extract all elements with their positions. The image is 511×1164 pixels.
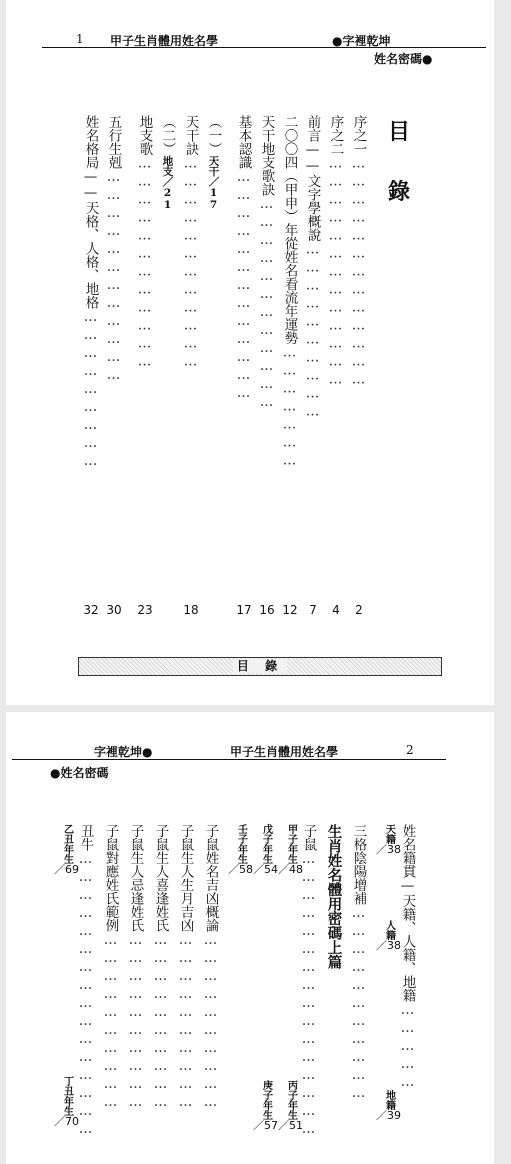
toc-entry[interactable]: 序之一………………………………… (350, 115, 367, 390)
toc-title-char-1: 目 (388, 119, 411, 145)
toc-page-num: 16 (259, 603, 275, 617)
toc-page-2 (6, 712, 494, 1164)
toc-entry[interactable]: 前言——文字學概說………………………… (304, 115, 321, 422)
toc-page-num: 2 (355, 603, 363, 617)
book-title: 甲子生肖體用姓名學 (110, 34, 219, 48)
toc-page-num: 4 (332, 603, 340, 617)
series-title: 字裡乾坤● (94, 745, 153, 759)
toc-sub-entry[interactable]: 庚子年生／57 (253, 1080, 278, 1132)
toc-sub-entry[interactable]: 丙子年生／51 (278, 1080, 303, 1132)
page-number: 1 (76, 32, 84, 46)
toc-sub-entry[interactable]: 甲子年生／48 (278, 824, 303, 876)
page-number: 2 (406, 743, 414, 757)
book-title: 甲子生肖體用姓名學 (230, 745, 339, 759)
toc-page-1 (6, 0, 494, 705)
toc-entry[interactable]: 子鼠姓名吉凶概論………………………… (202, 824, 219, 1112)
toc-entry[interactable]: 子鼠對應姓氏範例………………………… (102, 824, 119, 1112)
toc-sub-entry[interactable]: 戊子年生／54 (253, 824, 278, 876)
toc-entry[interactable]: 二〇〇四（甲申）年從姓名看流年運勢………………… (281, 115, 298, 471)
toc-section-heading[interactable]: 生肖姓名體用密碼上篇 (325, 824, 343, 969)
header-rule (12, 759, 446, 760)
toc-sub-entry[interactable]: 乙丑年生／69 (54, 824, 79, 876)
toc-entry[interactable]: 子鼠………………………………………… (300, 824, 317, 1139)
toc-title-char-2: 錄 (388, 179, 411, 205)
footer-bar (78, 657, 442, 676)
toc-sub-entry[interactable]: 壬子年生／58 (228, 824, 253, 876)
toc-entry[interactable]: 天干地支歌訣……………………………… (258, 115, 275, 412)
toc-page-num: 17 (236, 603, 252, 617)
series-title: ●字裡乾坤 (332, 34, 391, 48)
toc-entry[interactable]: （二）地支／21 (159, 115, 176, 211)
toc-page-num: 23 (137, 603, 153, 617)
toc-sub-entry[interactable]: 天籍／38 (376, 824, 401, 856)
toc-entry[interactable]: 天干訣……………………………… (182, 115, 199, 372)
header-rule (42, 47, 486, 48)
toc-entry[interactable]: 基本認識………………………………… (235, 115, 252, 403)
toc-entry[interactable]: 五行生剋……………………………… (105, 115, 122, 385)
toc-page-num: 12 (282, 603, 298, 617)
toc-entry[interactable]: 地支歌……………………………… (136, 115, 153, 372)
toc-entry[interactable]: 姓名格局——天格、人格、地格……………………… (82, 115, 99, 471)
toc-sub-entry[interactable]: 丁丑年生／70 (54, 1076, 79, 1128)
toc-page-num: 32 (83, 603, 99, 617)
toc-sub-entry[interactable]: 人籍／38 (376, 920, 401, 952)
subtitle: ●姓名密碼 (50, 766, 109, 780)
toc-entry[interactable]: 序之二………………………………… (327, 115, 344, 390)
toc-entry[interactable]: 姓名籍貫—天籍、人籍、地籍…………… (399, 824, 416, 1092)
toc-page-num: 18 (183, 603, 199, 617)
toc-page-num: 30 (106, 603, 122, 617)
toc-entry[interactable]: 子鼠生人生月吉凶………………………… (177, 824, 194, 1112)
toc-entry[interactable]: 丑牛………………………………………… (77, 824, 94, 1139)
footer-label: 目 錄 (233, 659, 287, 673)
toc-entry[interactable]: 子鼠生人忌逢姓氏………………………… (127, 824, 144, 1112)
toc-entry[interactable]: （一）天干／17 (205, 115, 222, 211)
toc-entry[interactable]: 子鼠生人喜逢姓氏………………………… (152, 824, 169, 1112)
toc-entry[interactable]: 三格陰陽增補…………………………… (350, 824, 367, 1103)
subtitle: 姓名密碼● (374, 52, 433, 66)
toc-sub-entry[interactable]: 地籍／39 (376, 1090, 401, 1122)
toc-page-num: 7 (309, 603, 317, 617)
